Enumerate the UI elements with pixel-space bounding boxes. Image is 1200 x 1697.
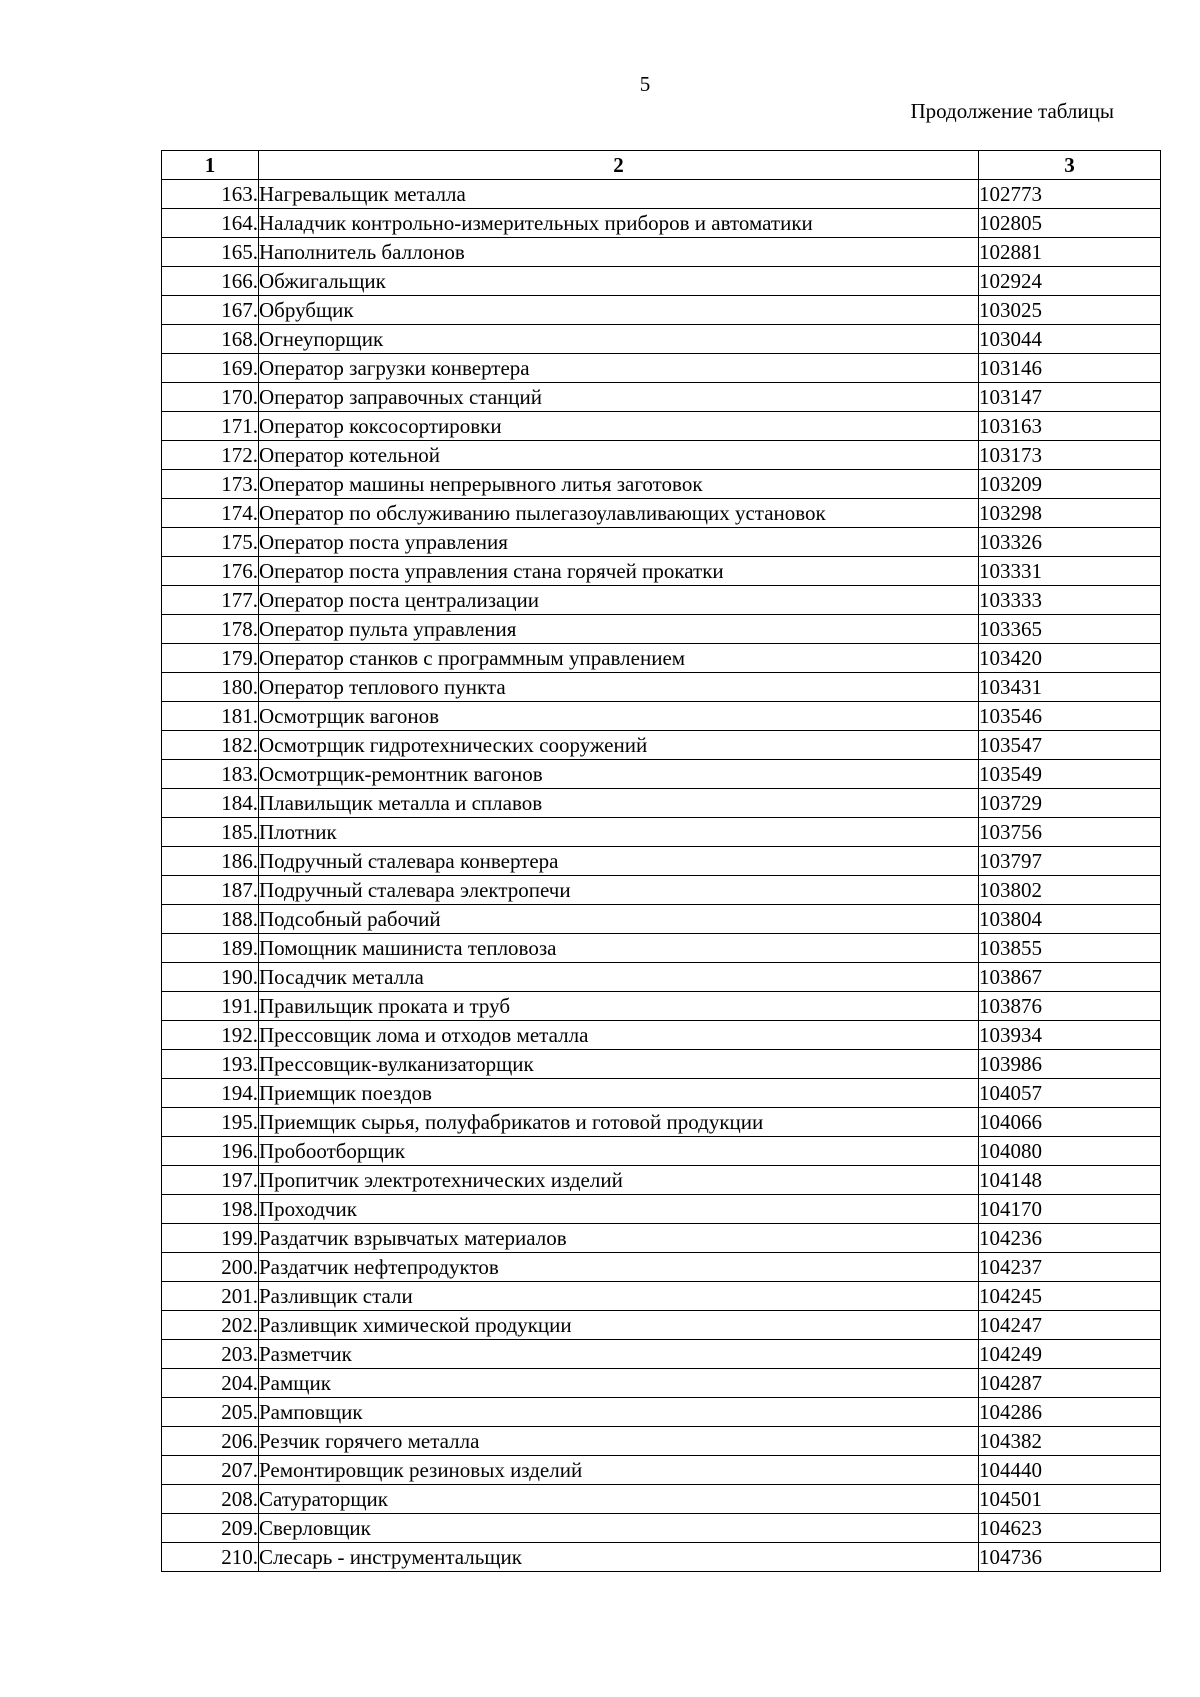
table-row (162, 296, 1161, 325)
profession-name: Приемщик сырья, полуфабрикатов и готовой продукции (259, 1108, 979, 1137)
profession-code: 104382 (979, 1427, 1161, 1456)
row-number: 207. (162, 1456, 259, 1485)
profession-name: Оператор поста централизации (259, 586, 979, 615)
profession-code: 104066 (979, 1108, 1161, 1137)
row-number: 175. (162, 528, 259, 557)
profession-code: 104245 (979, 1282, 1161, 1311)
row-number: 191. (162, 992, 259, 1021)
table-row (162, 1311, 1161, 1340)
profession-name: Оператор коксосортировки (259, 412, 979, 441)
profession-code: 104057 (979, 1079, 1161, 1108)
table-row (162, 1224, 1161, 1253)
row-number: 193. (162, 1050, 259, 1079)
table-row (162, 1456, 1161, 1485)
profession-code: 103546 (979, 702, 1161, 731)
profession-code: 104080 (979, 1137, 1161, 1166)
profession-name: Подручный сталевара конвертера (259, 847, 979, 876)
continuation-label: Продолжение таблицы (910, 99, 1114, 123)
column-header-2: 2 (259, 151, 979, 180)
table-row (162, 1195, 1161, 1224)
row-number: 181. (162, 702, 259, 731)
profession-code: 103867 (979, 963, 1161, 992)
profession-code: 104247 (979, 1311, 1161, 1340)
profession-code: 103173 (979, 441, 1161, 470)
table-row (162, 1427, 1161, 1456)
row-number: 204. (162, 1369, 259, 1398)
profession-name: Подручный сталевара электропечи (259, 876, 979, 905)
profession-name: Оператор загрузки конвертера (259, 354, 979, 383)
row-number: 201. (162, 1282, 259, 1311)
row-number: 179. (162, 644, 259, 673)
profession-code: 103986 (979, 1050, 1161, 1079)
profession-name: Оператор по обслуживанию пылегазоулавливающих установок (259, 499, 979, 528)
table-row (162, 818, 1161, 847)
profession-name: Осмотрщик-ремонтник вагонов (259, 760, 979, 789)
profession-code: 104736 (979, 1543, 1161, 1572)
row-number: 206. (162, 1427, 259, 1456)
profession-code: 104249 (979, 1340, 1161, 1369)
table-row (162, 528, 1161, 557)
column-header-3: 3 (979, 151, 1161, 180)
profession-code: 103333 (979, 586, 1161, 615)
table-row (162, 180, 1161, 209)
profession-name: Осмотрщик гидротехнических сооружений (259, 731, 979, 760)
row-number: 174. (162, 499, 259, 528)
profession-code: 104501 (979, 1485, 1161, 1514)
table-row (162, 644, 1161, 673)
profession-name: Обрубщик (259, 296, 979, 325)
profession-name: Оператор поста управления стана горячей прокатки (259, 557, 979, 586)
profession-name: Разметчик (259, 1340, 979, 1369)
table-row (162, 383, 1161, 412)
row-number: 176. (162, 557, 259, 586)
profession-code: 104440 (979, 1456, 1161, 1485)
profession-code: 103549 (979, 760, 1161, 789)
profession-code: 103025 (979, 296, 1161, 325)
profession-code: 104170 (979, 1195, 1161, 1224)
profession-name: Обжигальщик (259, 267, 979, 296)
profession-name: Проходчик (259, 1195, 979, 1224)
profession-name: Прессовщик лома и отходов металла (259, 1021, 979, 1050)
table-row (162, 847, 1161, 876)
table-row (162, 1398, 1161, 1427)
profession-code: 103365 (979, 615, 1161, 644)
row-number: 163. (162, 180, 259, 209)
profession-name: Оператор станков с программным управлением (259, 644, 979, 673)
profession-name: Подсобный рабочий (259, 905, 979, 934)
profession-name: Приемщик поездов (259, 1079, 979, 1108)
row-number: 202. (162, 1311, 259, 1340)
row-number: 170. (162, 383, 259, 412)
profession-code: 103802 (979, 876, 1161, 905)
profession-name: Пробоотборщик (259, 1137, 979, 1166)
table-row (162, 963, 1161, 992)
row-number: 199. (162, 1224, 259, 1253)
row-number: 210. (162, 1543, 259, 1572)
profession-name: Оператор теплового пункта (259, 673, 979, 702)
profession-code: 103209 (979, 470, 1161, 499)
profession-code: 103547 (979, 731, 1161, 760)
row-number: 197. (162, 1166, 259, 1195)
row-number: 205. (162, 1398, 259, 1427)
professions-table (161, 150, 1161, 1572)
table-row (162, 992, 1161, 1021)
profession-name: Правильщик проката и труб (259, 992, 979, 1021)
row-number: 203. (162, 1340, 259, 1369)
table-row (162, 905, 1161, 934)
profession-name: Помощник машиниста тепловоза (259, 934, 979, 963)
row-number: 171. (162, 412, 259, 441)
profession-name: Раздатчик взрывчатых материалов (259, 1224, 979, 1253)
row-number: 183. (162, 760, 259, 789)
page-number: 5 (639, 72, 651, 96)
table-row (162, 412, 1161, 441)
row-number: 184. (162, 789, 259, 818)
profession-name: Оператор заправочных станций (259, 383, 979, 412)
row-number: 172. (162, 441, 259, 470)
row-number: 165. (162, 238, 259, 267)
profession-name: Нагревальщик металла (259, 180, 979, 209)
table-row (162, 1137, 1161, 1166)
profession-code: 103729 (979, 789, 1161, 818)
profession-name: Слесарь - инструментальщик (259, 1543, 979, 1572)
table-row (162, 557, 1161, 586)
row-number: 178. (162, 615, 259, 644)
profession-name: Осмотрщик вагонов (259, 702, 979, 731)
table-row (162, 1340, 1161, 1369)
profession-name: Оператор пульта управления (259, 615, 979, 644)
profession-name: Ремонтировщик резиновых изделий (259, 1456, 979, 1485)
table-row (162, 1166, 1161, 1195)
table-row (162, 615, 1161, 644)
table-row (162, 673, 1161, 702)
table-row (162, 586, 1161, 615)
row-number: 167. (162, 296, 259, 325)
profession-code: 103431 (979, 673, 1161, 702)
profession-code: 103044 (979, 325, 1161, 354)
row-number: 177. (162, 586, 259, 615)
row-number: 208. (162, 1485, 259, 1514)
table-row (162, 354, 1161, 383)
profession-code: 104236 (979, 1224, 1161, 1253)
row-number: 180. (162, 673, 259, 702)
table-row (162, 1253, 1161, 1282)
profession-code: 104286 (979, 1398, 1161, 1427)
row-number: 209. (162, 1514, 259, 1543)
table-row (162, 702, 1161, 731)
table-row (162, 1079, 1161, 1108)
row-number: 164. (162, 209, 259, 238)
table-row (162, 325, 1161, 354)
row-number: 194. (162, 1079, 259, 1108)
row-number: 173. (162, 470, 259, 499)
profession-code: 103147 (979, 383, 1161, 412)
table-body (162, 180, 1161, 1572)
table-row (162, 267, 1161, 296)
table-row (162, 1485, 1161, 1514)
table-row (162, 1021, 1161, 1050)
profession-code: 103331 (979, 557, 1161, 586)
table-row (162, 1514, 1161, 1543)
row-number: 169. (162, 354, 259, 383)
profession-name: Рамщик (259, 1369, 979, 1398)
row-number: 182. (162, 731, 259, 760)
profession-code: 103934 (979, 1021, 1161, 1050)
row-number: 185. (162, 818, 259, 847)
profession-name: Резчик горячего металла (259, 1427, 979, 1456)
profession-code: 103420 (979, 644, 1161, 673)
table-row (162, 1282, 1161, 1311)
profession-code: 102924 (979, 267, 1161, 296)
profession-code: 102881 (979, 238, 1161, 267)
profession-name: Оператор котельной (259, 441, 979, 470)
profession-name: Рамповщик (259, 1398, 979, 1427)
profession-code: 104623 (979, 1514, 1161, 1543)
row-number: 189. (162, 934, 259, 963)
table-row (162, 1050, 1161, 1079)
profession-code: 102773 (979, 180, 1161, 209)
table-row (162, 499, 1161, 528)
profession-code: 104287 (979, 1369, 1161, 1398)
row-number: 166. (162, 267, 259, 296)
profession-name: Плавильщик металла и сплавов (259, 789, 979, 818)
table-row (162, 1543, 1161, 1572)
row-number: 186. (162, 847, 259, 876)
profession-code: 104237 (979, 1253, 1161, 1282)
profession-code: 103756 (979, 818, 1161, 847)
table-row (162, 238, 1161, 267)
table-row (162, 876, 1161, 905)
profession-code: 103163 (979, 412, 1161, 441)
profession-name: Оператор машины непрерывного литья заготовок (259, 470, 979, 499)
table-row (162, 470, 1161, 499)
table-row (162, 441, 1161, 470)
row-number: 195. (162, 1108, 259, 1137)
profession-name: Прессовщик-вулканизаторщик (259, 1050, 979, 1079)
table-row (162, 789, 1161, 818)
profession-code: 103326 (979, 528, 1161, 557)
row-number: 188. (162, 905, 259, 934)
profession-code: 102805 (979, 209, 1161, 238)
profession-code: 104148 (979, 1166, 1161, 1195)
profession-code: 103804 (979, 905, 1161, 934)
row-number: 168. (162, 325, 259, 354)
row-number: 198. (162, 1195, 259, 1224)
table-header-row (162, 151, 1161, 180)
table-row (162, 731, 1161, 760)
profession-name: Сверловщик (259, 1514, 979, 1543)
profession-name: Разливщик химической продукции (259, 1311, 979, 1340)
row-number: 196. (162, 1137, 259, 1166)
profession-name: Огнеупорщик (259, 325, 979, 354)
row-number: 192. (162, 1021, 259, 1050)
profession-code: 103298 (979, 499, 1161, 528)
profession-name: Разливщик стали (259, 1282, 979, 1311)
table-row (162, 934, 1161, 963)
profession-name: Сатураторщик (259, 1485, 979, 1514)
profession-name: Плотник (259, 818, 979, 847)
profession-name: Пропитчик электротехнических изделий (259, 1166, 979, 1195)
profession-code: 103797 (979, 847, 1161, 876)
profession-name: Раздатчик нефтепродуктов (259, 1253, 979, 1282)
profession-code: 103876 (979, 992, 1161, 1021)
row-number: 187. (162, 876, 259, 905)
table-row (162, 209, 1161, 238)
profession-code: 103146 (979, 354, 1161, 383)
profession-name: Посадчик металла (259, 963, 979, 992)
row-number: 200. (162, 1253, 259, 1282)
table-row (162, 760, 1161, 789)
profession-name: Оператор поста управления (259, 528, 979, 557)
column-header-1: 1 (162, 151, 259, 180)
table-row (162, 1108, 1161, 1137)
profession-code: 103855 (979, 934, 1161, 963)
row-number: 190. (162, 963, 259, 992)
profession-name: Наладчик контрольно-измерительных приборов и автоматики (259, 209, 979, 238)
profession-name: Наполнитель баллонов (259, 238, 979, 267)
table-row (162, 1369, 1161, 1398)
